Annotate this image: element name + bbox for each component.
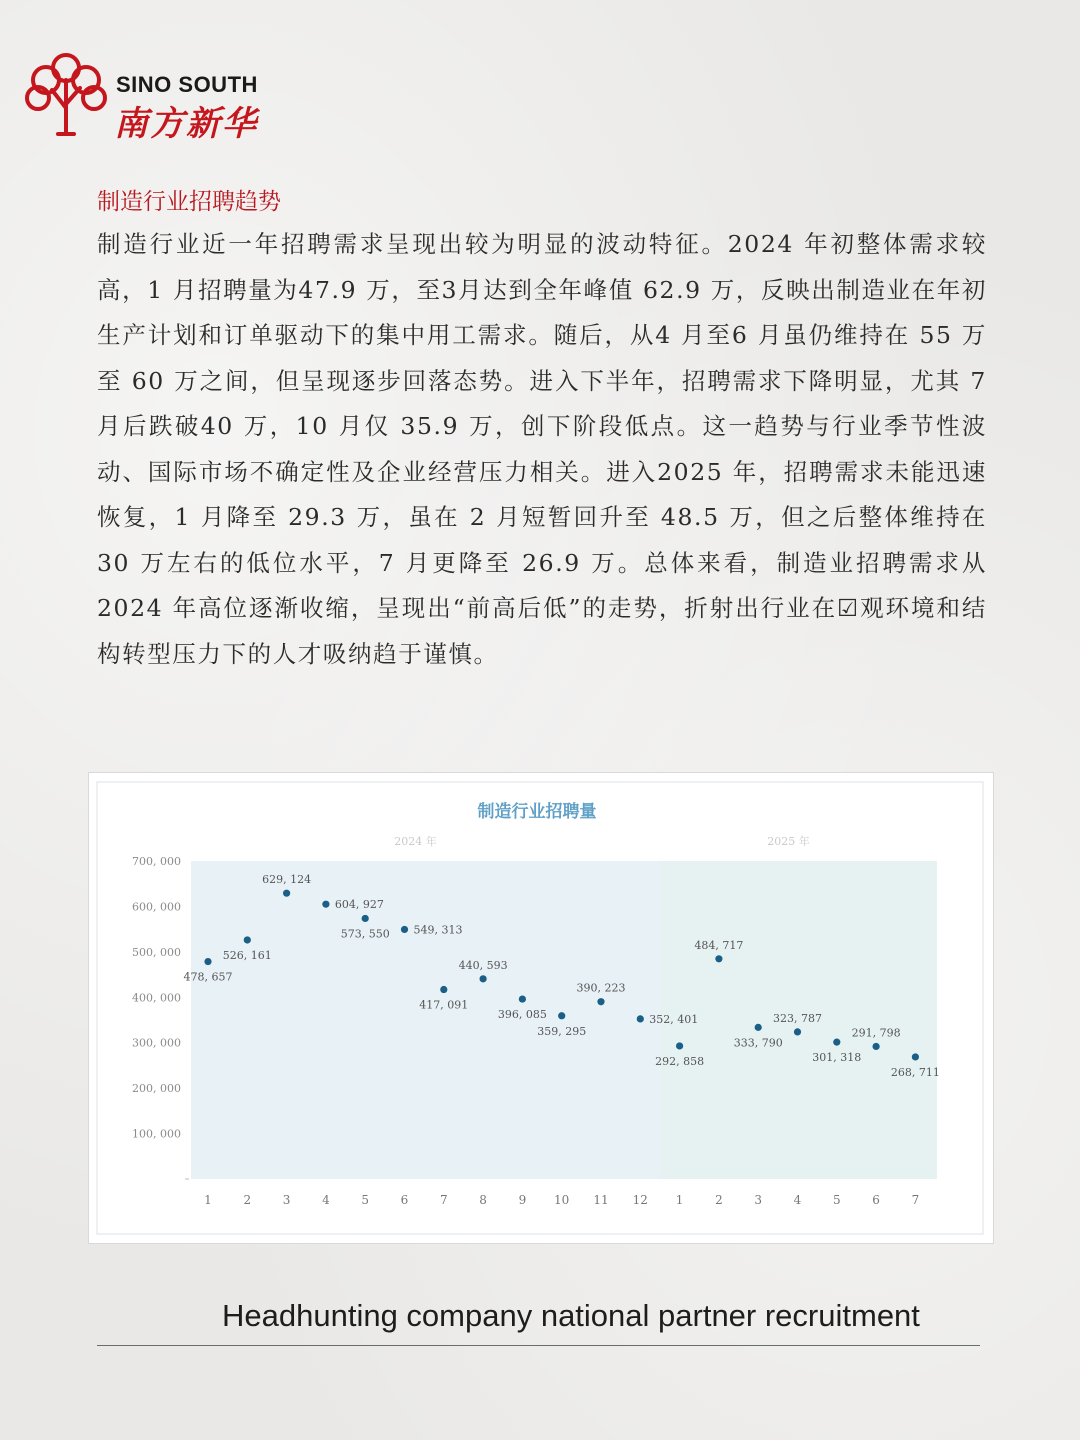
x-tick-label-1: 2 bbox=[243, 1193, 252, 1207]
data-label-9: 359, 295 bbox=[537, 1024, 587, 1038]
data-label-2: 629, 124 bbox=[262, 873, 312, 887]
section-title: 制造行业招聘趋势 bbox=[97, 189, 281, 215]
data-label-18: 268, 711 bbox=[890, 1065, 940, 1079]
data-point-14 bbox=[755, 1024, 762, 1031]
brand-name-en: SINO SOUTH bbox=[116, 72, 258, 97]
x-tick-label-3: 4 bbox=[322, 1193, 330, 1207]
y-tick-label-4: 500, 000 bbox=[132, 945, 181, 959]
y-tick-label-5: 600, 000 bbox=[132, 900, 181, 914]
x-tick-label-11: 12 bbox=[632, 1193, 648, 1207]
brand-logo bbox=[24, 50, 264, 144]
chart-title: 制造行业招聘量 bbox=[477, 802, 597, 822]
year-label-1: 2025 年 bbox=[767, 835, 810, 848]
x-tick-label-16: 5 bbox=[832, 1193, 841, 1207]
data-label-16: 301, 318 bbox=[812, 1051, 862, 1065]
data-point-5 bbox=[401, 926, 408, 933]
x-tick-label-4: 5 bbox=[361, 1193, 370, 1207]
data-point-11 bbox=[637, 1015, 644, 1022]
x-tick-label-15: 4 bbox=[793, 1193, 802, 1207]
x-tick-label-2: 3 bbox=[282, 1193, 291, 1207]
data-point-4 bbox=[362, 915, 369, 922]
data-label-14: 333, 790 bbox=[733, 1036, 783, 1050]
y-tick-label-6: 700, 000 bbox=[132, 855, 181, 868]
data-label-4: 573, 550 bbox=[340, 927, 390, 941]
x-tick-label-13: 2 bbox=[715, 1193, 723, 1207]
brand-name-cn: 南方新华 bbox=[114, 104, 258, 144]
data-label-7: 440, 593 bbox=[458, 958, 508, 972]
data-label-5: 549, 313 bbox=[413, 923, 463, 937]
data-point-10 bbox=[597, 998, 604, 1005]
data-label-15: 323, 787 bbox=[773, 1011, 822, 1025]
year-label-0: 2024 年 bbox=[394, 835, 437, 848]
data-point-7 bbox=[480, 975, 487, 982]
data-label-8: 396, 085 bbox=[497, 1008, 547, 1022]
data-point-18 bbox=[912, 1053, 919, 1060]
data-label-6: 417, 091 bbox=[419, 998, 469, 1012]
x-tick-label-8: 9 bbox=[518, 1193, 527, 1207]
footer-divider bbox=[97, 1345, 980, 1346]
data-point-15 bbox=[794, 1028, 801, 1035]
data-label-0: 478, 657 bbox=[183, 970, 233, 984]
data-label-10: 390, 223 bbox=[576, 981, 626, 995]
tree-logo-icon bbox=[24, 50, 108, 136]
body-paragraph: 制造行业近一年招聘需求呈现出较为明显的波动特征。2024 年初整体需求较高，1 月招聘量为47.9 万，至3月达到全年峰值 62.9 万，反映出制造业在年初生产计划和订单驱动下的集中用工需求。随后，从4 月至6 月虽仍维持在 55 万至 60 万之间，但呈现逐步回落态势。进入下半年，招聘需求下降明显，尤其 7 月后跌破40 万，10 月仅 35.9 万，创下阶段低点。这一趋势与行业季节性波动、国际市场不确定性及企业经营压力相关。进入2025 年，招聘需求未能迅速恢复，1 月降至 29.3 万，虽在 2 月短暂回升至 48.5 万，但之后整体维持在30 万左右的低位水平，7 月更降至 26.9 万。总体来看，制造业招聘需求从 2024 年高位逐渐收缩，呈现出“前高后低”的走势，折射出行业在☑观环境和结构转型压力下的人才吸纳趋于谨慎。 bbox=[97, 230, 987, 668]
x-tick-label-12: 1 bbox=[675, 1193, 684, 1207]
x-tick-label-7: 8 bbox=[479, 1193, 487, 1207]
x-tick-label-5: 6 bbox=[400, 1193, 409, 1207]
x-tick-label-10: 11 bbox=[593, 1193, 609, 1207]
data-point-17 bbox=[873, 1043, 880, 1050]
x-tick-label-6: 7 bbox=[439, 1193, 448, 1207]
data-point-3 bbox=[322, 901, 329, 908]
data-label-13: 484, 717 bbox=[694, 938, 744, 952]
chart-card bbox=[88, 772, 994, 1244]
x-tick-label-17: 6 bbox=[872, 1193, 880, 1207]
x-tick-label-14: 3 bbox=[754, 1193, 763, 1207]
recruitment-chart bbox=[89, 773, 993, 1243]
data-point-12 bbox=[676, 1042, 683, 1049]
footer-caption: Headhunting company national partner recruitment bbox=[222, 1298, 920, 1333]
y-tick-label-0: 100, 000 bbox=[132, 1127, 181, 1141]
x-tick-label-0: 1 bbox=[204, 1193, 212, 1207]
x-tick-label-18: 7 bbox=[911, 1193, 920, 1207]
data-point-8 bbox=[519, 995, 526, 1002]
data-point-9 bbox=[558, 1012, 565, 1019]
data-point-16 bbox=[833, 1039, 840, 1046]
year-band-0 bbox=[191, 861, 660, 1179]
data-point-6 bbox=[440, 986, 447, 993]
data-point-0 bbox=[204, 958, 211, 965]
data-point-13 bbox=[715, 955, 722, 962]
data-label-3: 604, 927 bbox=[334, 898, 384, 912]
y-tick-label-2: 300, 000 bbox=[132, 1036, 181, 1050]
y-tick-label-3: 400, 000 bbox=[132, 991, 181, 1005]
data-label-17: 291, 798 bbox=[851, 1026, 901, 1040]
data-label-11: 352, 401 bbox=[649, 1012, 699, 1026]
x-tick-label-9: 10 bbox=[554, 1193, 570, 1207]
y-tick-label-1: 200, 000 bbox=[132, 1082, 181, 1096]
data-point-1 bbox=[244, 936, 251, 943]
data-label-1: 526, 161 bbox=[222, 948, 272, 962]
data-label-12: 292, 858 bbox=[655, 1054, 705, 1068]
data-point-2 bbox=[283, 890, 290, 897]
